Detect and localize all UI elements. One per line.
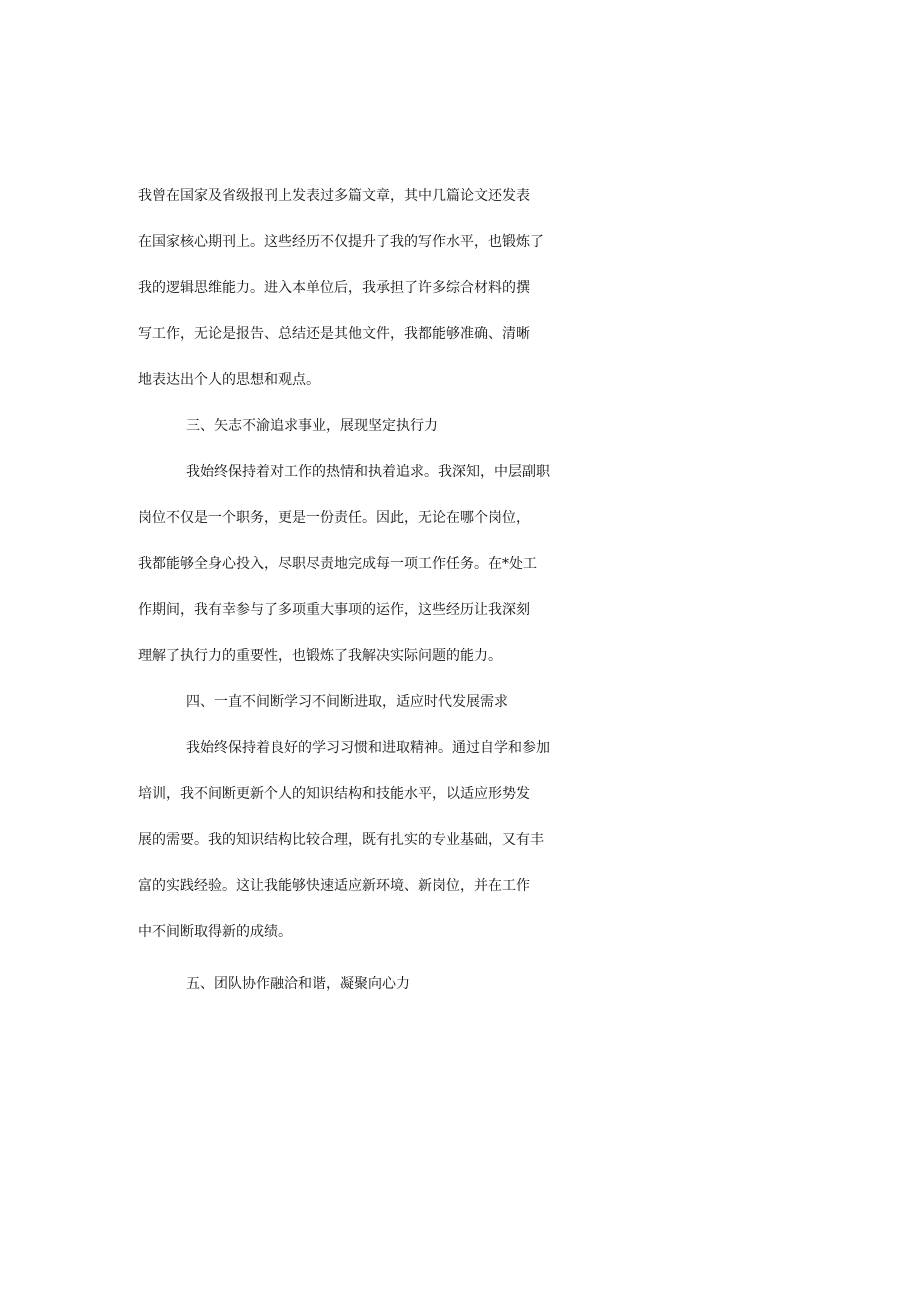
text-line: 展的需要。我的知识结构比较合理，既有扎实的专业基础，又有丰 [138,832,544,848]
text-line: 理解了执行力的重要性，也锻炼了我解决实际问题的能力。 [138,648,502,664]
section-heading: 四、一直不间断学习不间断进取，适应时代发展需求 [186,694,508,710]
text-line: 我都能够全身心投入，尽职尽责地完成每一项工作任务。在*处工 [138,556,537,572]
text-line: 富的实践经验。这让我能够快速适应新环境、新岗位，并在工作 [138,878,530,894]
text-line: 我的逻辑思维能力。进入本单位后，我承担了许多综合材料的撰 [138,280,530,296]
text-line: 岗位不仅是一个职务，更是一份责任。因此，无论在哪个岗位， [138,510,530,526]
text-line: 地表达出个人的思想和观点。 [138,372,320,388]
text-line: 中不间断取得新的成绩。 [138,924,292,940]
section-heading: 五、团队协作融洽和谐，凝聚向心力 [186,976,410,992]
text-line: 我始终保持着良好的学习习惯和进取精神。通过自学和参加 [186,740,550,756]
text-line: 培训，我不间断更新个人的知识结构和技能水平，以适应形势发 [138,786,530,802]
text-line: 在国家核心期刊上。这些经历不仅提升了我的写作水平，也锻炼了 [138,234,544,250]
text-line: 写工作，无论是报告、总结还是其他文件，我都能够准确、清晰 [138,326,530,342]
section-heading: 三、矢志不渝追求事业，展现坚定执行力 [186,418,438,434]
text-line: 我始终保持着对工作的热情和执着追求。我深知，中层副职 [186,464,550,480]
text-line: 我曾在国家及省级报刊上发表过多篇文章，其中几篇论文还发表 [138,188,530,204]
text-line: 作期间，我有幸参与了多项重大事项的运作，这些经历让我深刻 [138,602,530,618]
